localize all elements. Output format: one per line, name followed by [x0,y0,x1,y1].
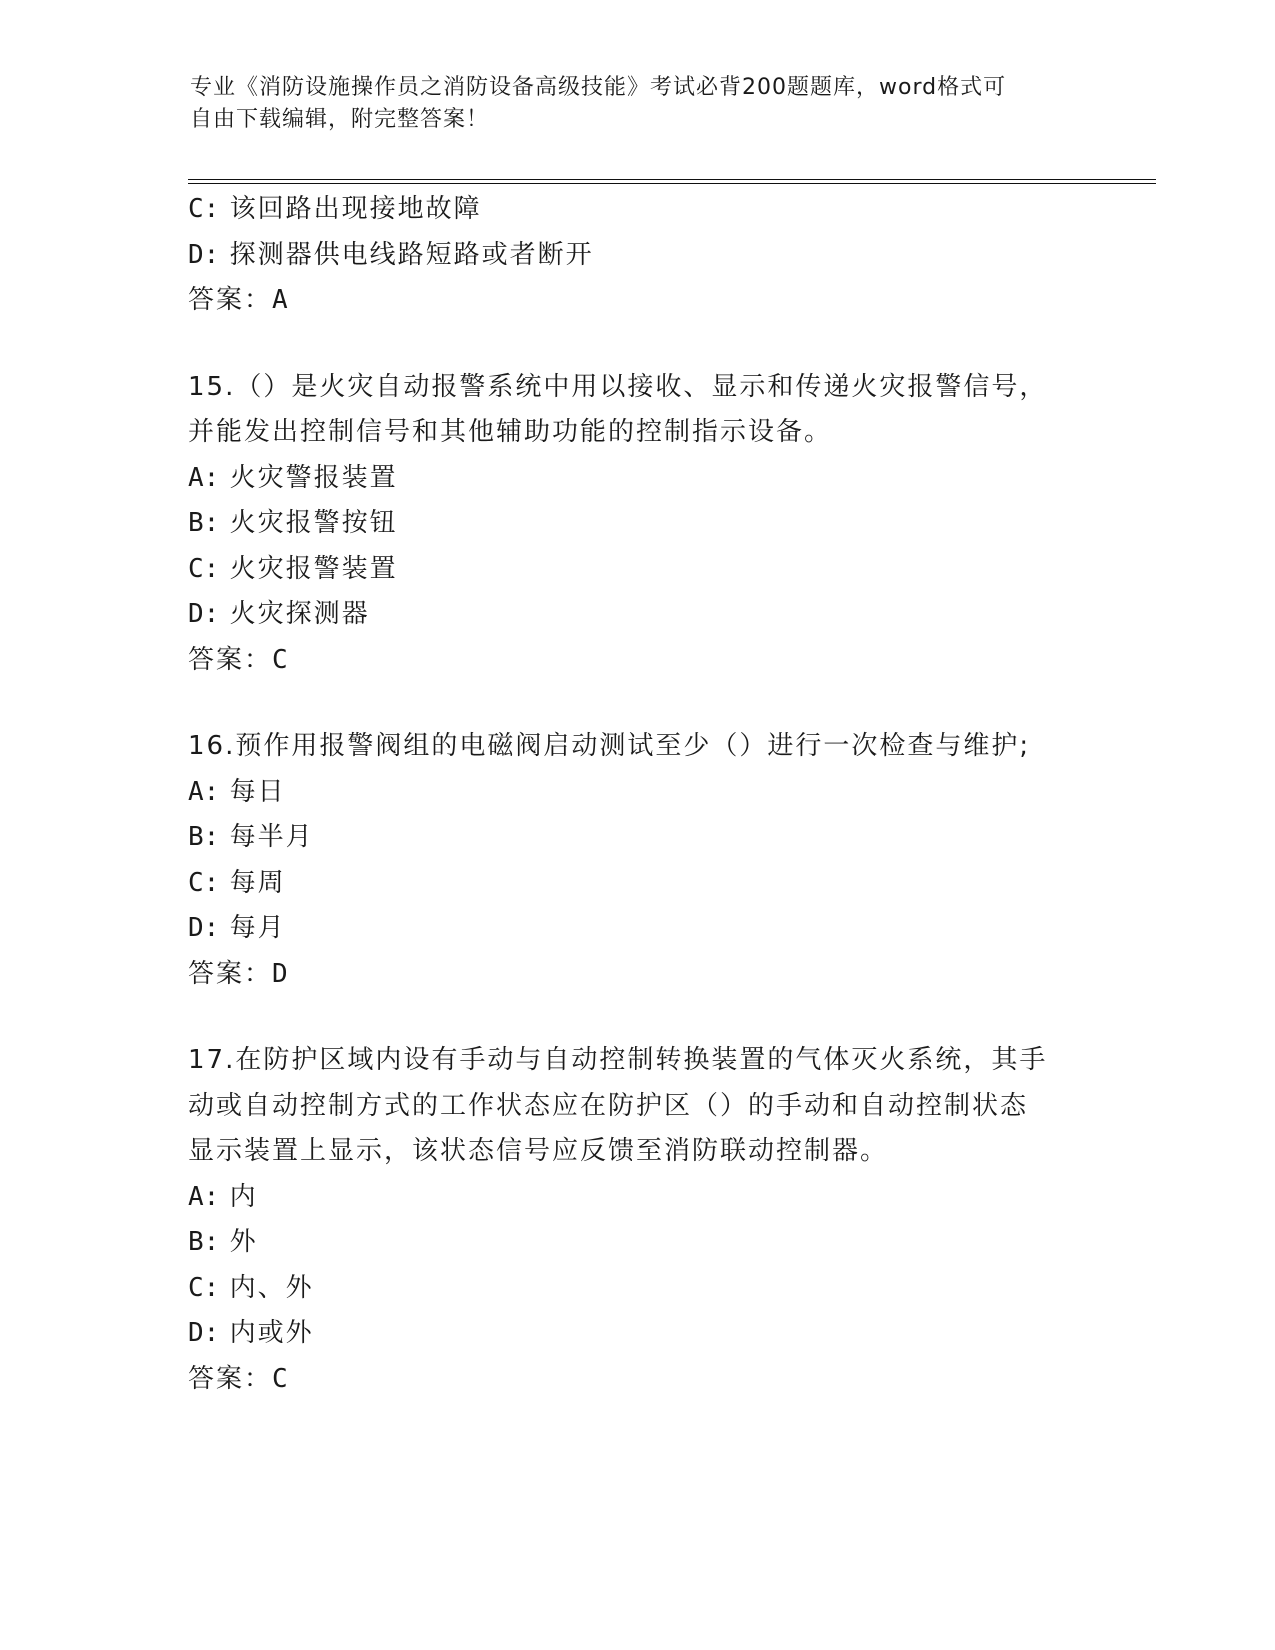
option-text: 该回路出现接地故障 [229,194,482,224]
option-text: 火灾警报装置 [229,462,398,493]
option-item [188,1220,1088,1266]
answer-line [188,1357,1088,1403]
option-text: 火灾报警装置 [229,553,398,584]
option-letter: A: [188,462,220,493]
document-body [188,187,1088,1402]
answer-label: 答案： [188,285,273,315]
option-text: 内 [229,1181,258,1212]
answer-label: 答案： [188,958,273,989]
carryover-block [188,187,1088,324]
question-16 [188,724,1088,997]
option-item [188,815,1088,861]
option-item [188,501,1088,547]
answer-label: 答案： [188,1363,273,1394]
question-text-line: 并能发出控制信号和其他辅助功能的控制指示设备。 [188,417,833,447]
option-letter: C: [188,867,220,898]
answer-value: C [272,644,288,675]
header-line-1: 专业《消防设施操作员之消防设备高级技能》考试必背200题题库，word格式可 [190,75,1007,100]
option-letter: D: [188,1318,220,1348]
answer-label: 答案： [188,644,273,675]
option-letter: D: [188,239,220,270]
option-letter: C: [188,553,220,584]
option-letter: C: [188,194,220,224]
option-item [188,1175,1088,1221]
option-text: 每月 [229,913,286,943]
option-letter: A: [188,1181,220,1212]
option-item [188,592,1088,638]
option-item [188,770,1088,816]
question-text-line: 15.（）是火灾自动报警系统中用以接收、显示和传递火灾报警信号， [188,371,1048,402]
option-item [188,456,1088,502]
option-item [188,233,1088,279]
option-text: 每半月 [229,822,314,852]
option-letter: D: [188,913,220,943]
option-text: 内或外 [229,1318,314,1348]
option-text: 每日 [229,776,286,807]
option-text: 探测器供电线路短路或者断开 [229,239,594,270]
question-text-line: 17.在防护区域内设有手动与自动控制转换装置的气体灭火系统，其手 [188,1045,1048,1075]
question-text-line: 动或自动控制方式的工作状态应在防护区（）的手动和自动控制状态 [188,1090,1029,1121]
header-line-2: 自由下载编辑，附完整答案！ [190,107,490,132]
option-item [188,1311,1088,1357]
option-letter: B: [188,508,220,538]
option-letter: A: [188,776,220,807]
answer-line [188,952,1088,998]
option-text: 每周 [229,867,286,898]
option-letter: B: [188,822,220,852]
option-text: 火灾探测器 [229,599,370,629]
question-text-line: 16.预作用报警阀组的电磁阀启动测试至少（）进行一次检查与维护; [188,731,1031,761]
option-item [188,1266,1088,1312]
option-letter: B: [188,1227,220,1257]
answer-value: D [272,958,288,989]
option-text: 火灾报警按钮 [229,508,398,538]
option-item [188,906,1088,952]
answer-value: A [272,285,288,315]
option-item [188,547,1088,593]
header-divider [188,179,1156,184]
option-letter: C: [188,1272,220,1303]
option-text: 内、外 [229,1272,314,1303]
answer-value: C [272,1363,288,1394]
question-17 [188,1038,1088,1402]
question-text-line: 显示装置上显示，该状态信号应反馈至消防联动控制器。 [188,1136,889,1166]
option-letter: D: [188,599,220,629]
option-item [188,861,1088,907]
question-15 [188,365,1088,684]
answer-line [188,638,1088,684]
option-text: 外 [229,1227,258,1257]
document-header [190,72,1070,136]
option-item [188,187,1088,233]
answer-line [188,278,1088,324]
